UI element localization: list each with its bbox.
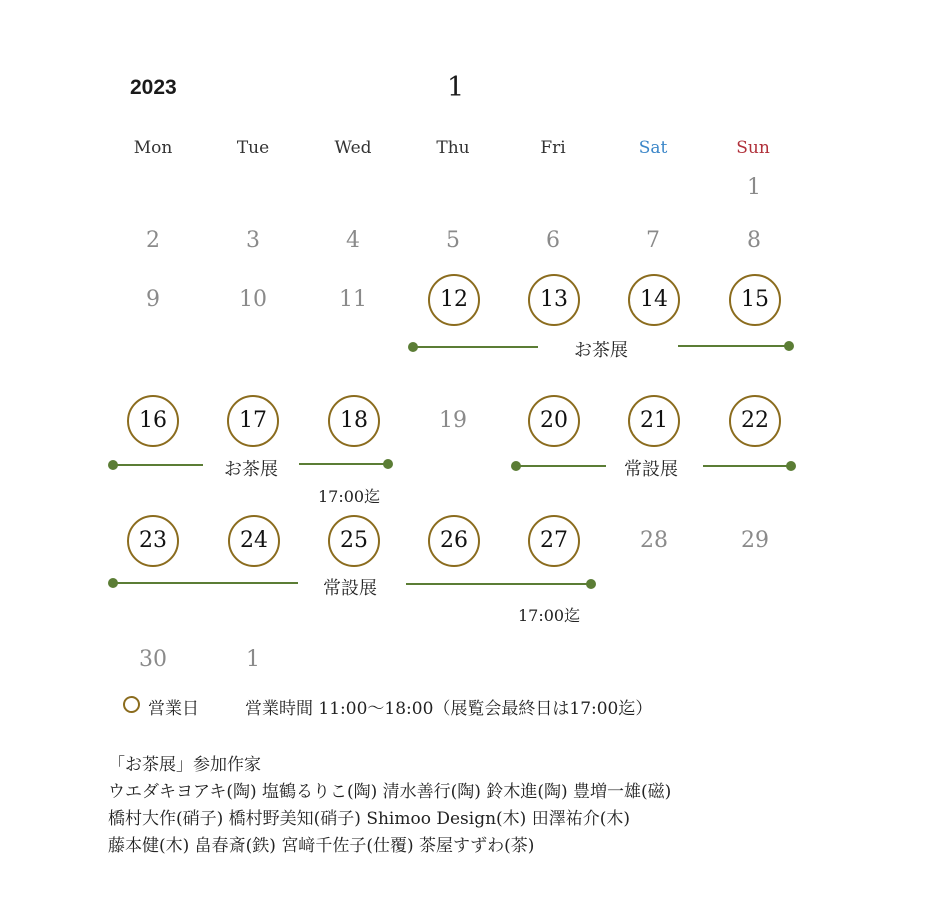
day-cell: 19 xyxy=(439,408,467,433)
day-cell: 11 xyxy=(339,287,367,312)
open-day-cell: 18 xyxy=(328,395,380,447)
artists-heading: 「お茶展」参加作家 xyxy=(108,755,261,775)
event-end-dot xyxy=(786,461,796,471)
open-day-legend-icon xyxy=(123,696,140,713)
weekday-wed: Wed xyxy=(334,138,372,158)
day-cell: 28 xyxy=(640,528,668,553)
day-cell: 2 xyxy=(146,228,160,253)
open-day-cell: 23 xyxy=(127,515,179,567)
weekday-mon: Mon xyxy=(133,138,173,158)
calendar-year: 2023 xyxy=(130,76,177,99)
day-cell: 6 xyxy=(546,228,560,253)
event-line xyxy=(516,465,606,467)
day-cell: 9 xyxy=(146,287,160,312)
event-line xyxy=(113,582,298,584)
open-day-cell: 13 xyxy=(528,274,580,326)
event-line xyxy=(703,465,791,467)
open-day-cell: 25 xyxy=(328,515,380,567)
artists-line: 橋村大作(硝子) 橋村野美知(硝子) Shimoo Design(木) 田澤祐介(木) xyxy=(108,809,630,829)
day-cell: 1 xyxy=(747,175,761,200)
event-end-dot xyxy=(784,341,794,351)
tea-exhibition-label: お茶展 xyxy=(574,340,628,361)
open-day-cell: 22 xyxy=(729,395,781,447)
artists-line: ウエダキヨアキ(陶) 塩鶴るりこ(陶) 清水善行(陶) 鈴木進(陶) 豊増一雄(磁) xyxy=(108,782,672,802)
day-cell: 10 xyxy=(239,287,267,312)
open-day-cell: 24 xyxy=(228,515,280,567)
closing-time-note: 17:00迄 xyxy=(318,487,381,506)
permanent-exhibition-label: 常設展 xyxy=(323,578,377,599)
day-cell: 29 xyxy=(741,528,769,553)
tea-exhibition-label: お茶展 xyxy=(224,459,278,480)
day-cell: 1 xyxy=(246,647,260,672)
day-cell: 4 xyxy=(346,228,360,253)
weekday-sun: Sun xyxy=(736,138,770,158)
calendar-month: 1 xyxy=(447,72,465,103)
permanent-exhibition-label: 常設展 xyxy=(624,459,678,480)
day-cell: 8 xyxy=(747,228,761,253)
day-cell: 5 xyxy=(446,228,460,253)
event-line xyxy=(113,464,203,466)
event-line xyxy=(678,345,790,347)
day-cell: 30 xyxy=(139,647,167,672)
open-day-cell: 14 xyxy=(628,274,680,326)
open-day-cell: 26 xyxy=(428,515,480,567)
closing-time-note: 17:00迄 xyxy=(518,606,581,625)
event-line xyxy=(413,346,538,348)
open-day-legend-label: 営業日 xyxy=(148,699,199,719)
open-day-cell: 20 xyxy=(528,395,580,447)
weekday-tue: Tue xyxy=(236,138,270,158)
event-end-dot xyxy=(586,579,596,589)
open-day-cell: 12 xyxy=(428,274,480,326)
event-line xyxy=(299,463,388,465)
open-day-cell: 27 xyxy=(528,515,580,567)
business-hours: 営業時間 11:00〜18:00（展覧会最終日は17:00迄） xyxy=(245,699,653,719)
event-end-dot xyxy=(383,459,393,469)
weekday-fri: Fri xyxy=(540,138,566,158)
day-cell: 7 xyxy=(646,228,660,253)
artists-line: 藤本健(木) 畠春斎(鉄) 宮﨑千佐子(仕覆) 茶屋すずわ(茶) xyxy=(108,836,535,856)
day-cell: 3 xyxy=(246,228,260,253)
event-line xyxy=(406,583,591,585)
open-day-cell: 15 xyxy=(729,274,781,326)
open-day-cell: 21 xyxy=(628,395,680,447)
open-day-cell: 16 xyxy=(127,395,179,447)
weekday-thu: Thu xyxy=(436,138,470,158)
weekday-sat: Sat xyxy=(638,138,668,158)
open-day-cell: 17 xyxy=(227,395,279,447)
